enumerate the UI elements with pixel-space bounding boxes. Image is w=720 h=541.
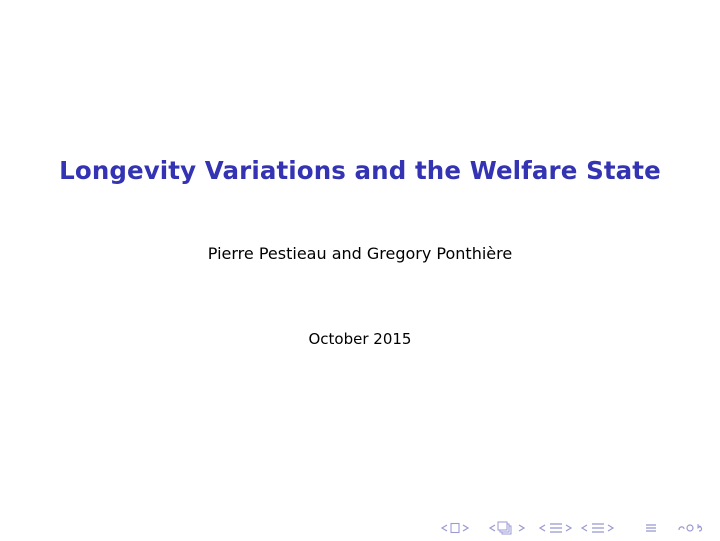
nav-frame-back-icon[interactable] xyxy=(442,525,447,531)
slide-title: Longevity Variations and the Welfare State xyxy=(59,156,661,185)
nav-frame-forward-icon[interactable] xyxy=(463,525,468,531)
nav-frame-group[interactable] xyxy=(438,521,474,535)
nav-subsection-back-icon[interactable] xyxy=(490,525,495,531)
nav-section-group[interactable] xyxy=(536,521,578,535)
nav-subsection-group-2[interactable] xyxy=(578,521,620,535)
beamer-navigation-bar xyxy=(438,521,708,535)
nav-subsection-icon[interactable] xyxy=(592,524,604,532)
nav-section-forward-icon[interactable] xyxy=(566,525,571,531)
nav-frame-icon[interactable] xyxy=(451,524,459,533)
nav-subsection-forward-icon[interactable] xyxy=(608,525,613,531)
nav-align-icon[interactable] xyxy=(644,521,658,535)
nav-subsection-group[interactable] xyxy=(486,521,532,535)
nav-section-icon[interactable] xyxy=(550,524,562,532)
nav-section-back-icon[interactable] xyxy=(540,525,545,531)
nav-search-icon[interactable] xyxy=(676,521,706,535)
slide-authors: Pierre Pestieau and Gregory Ponthière xyxy=(207,244,513,263)
nav-subsection-forward-icon[interactable] xyxy=(519,525,524,531)
nav-subsection-icon[interactable] xyxy=(498,522,507,530)
slide-date: October 2015 xyxy=(308,330,412,348)
nav-subsection-back-icon[interactable] xyxy=(582,525,587,531)
